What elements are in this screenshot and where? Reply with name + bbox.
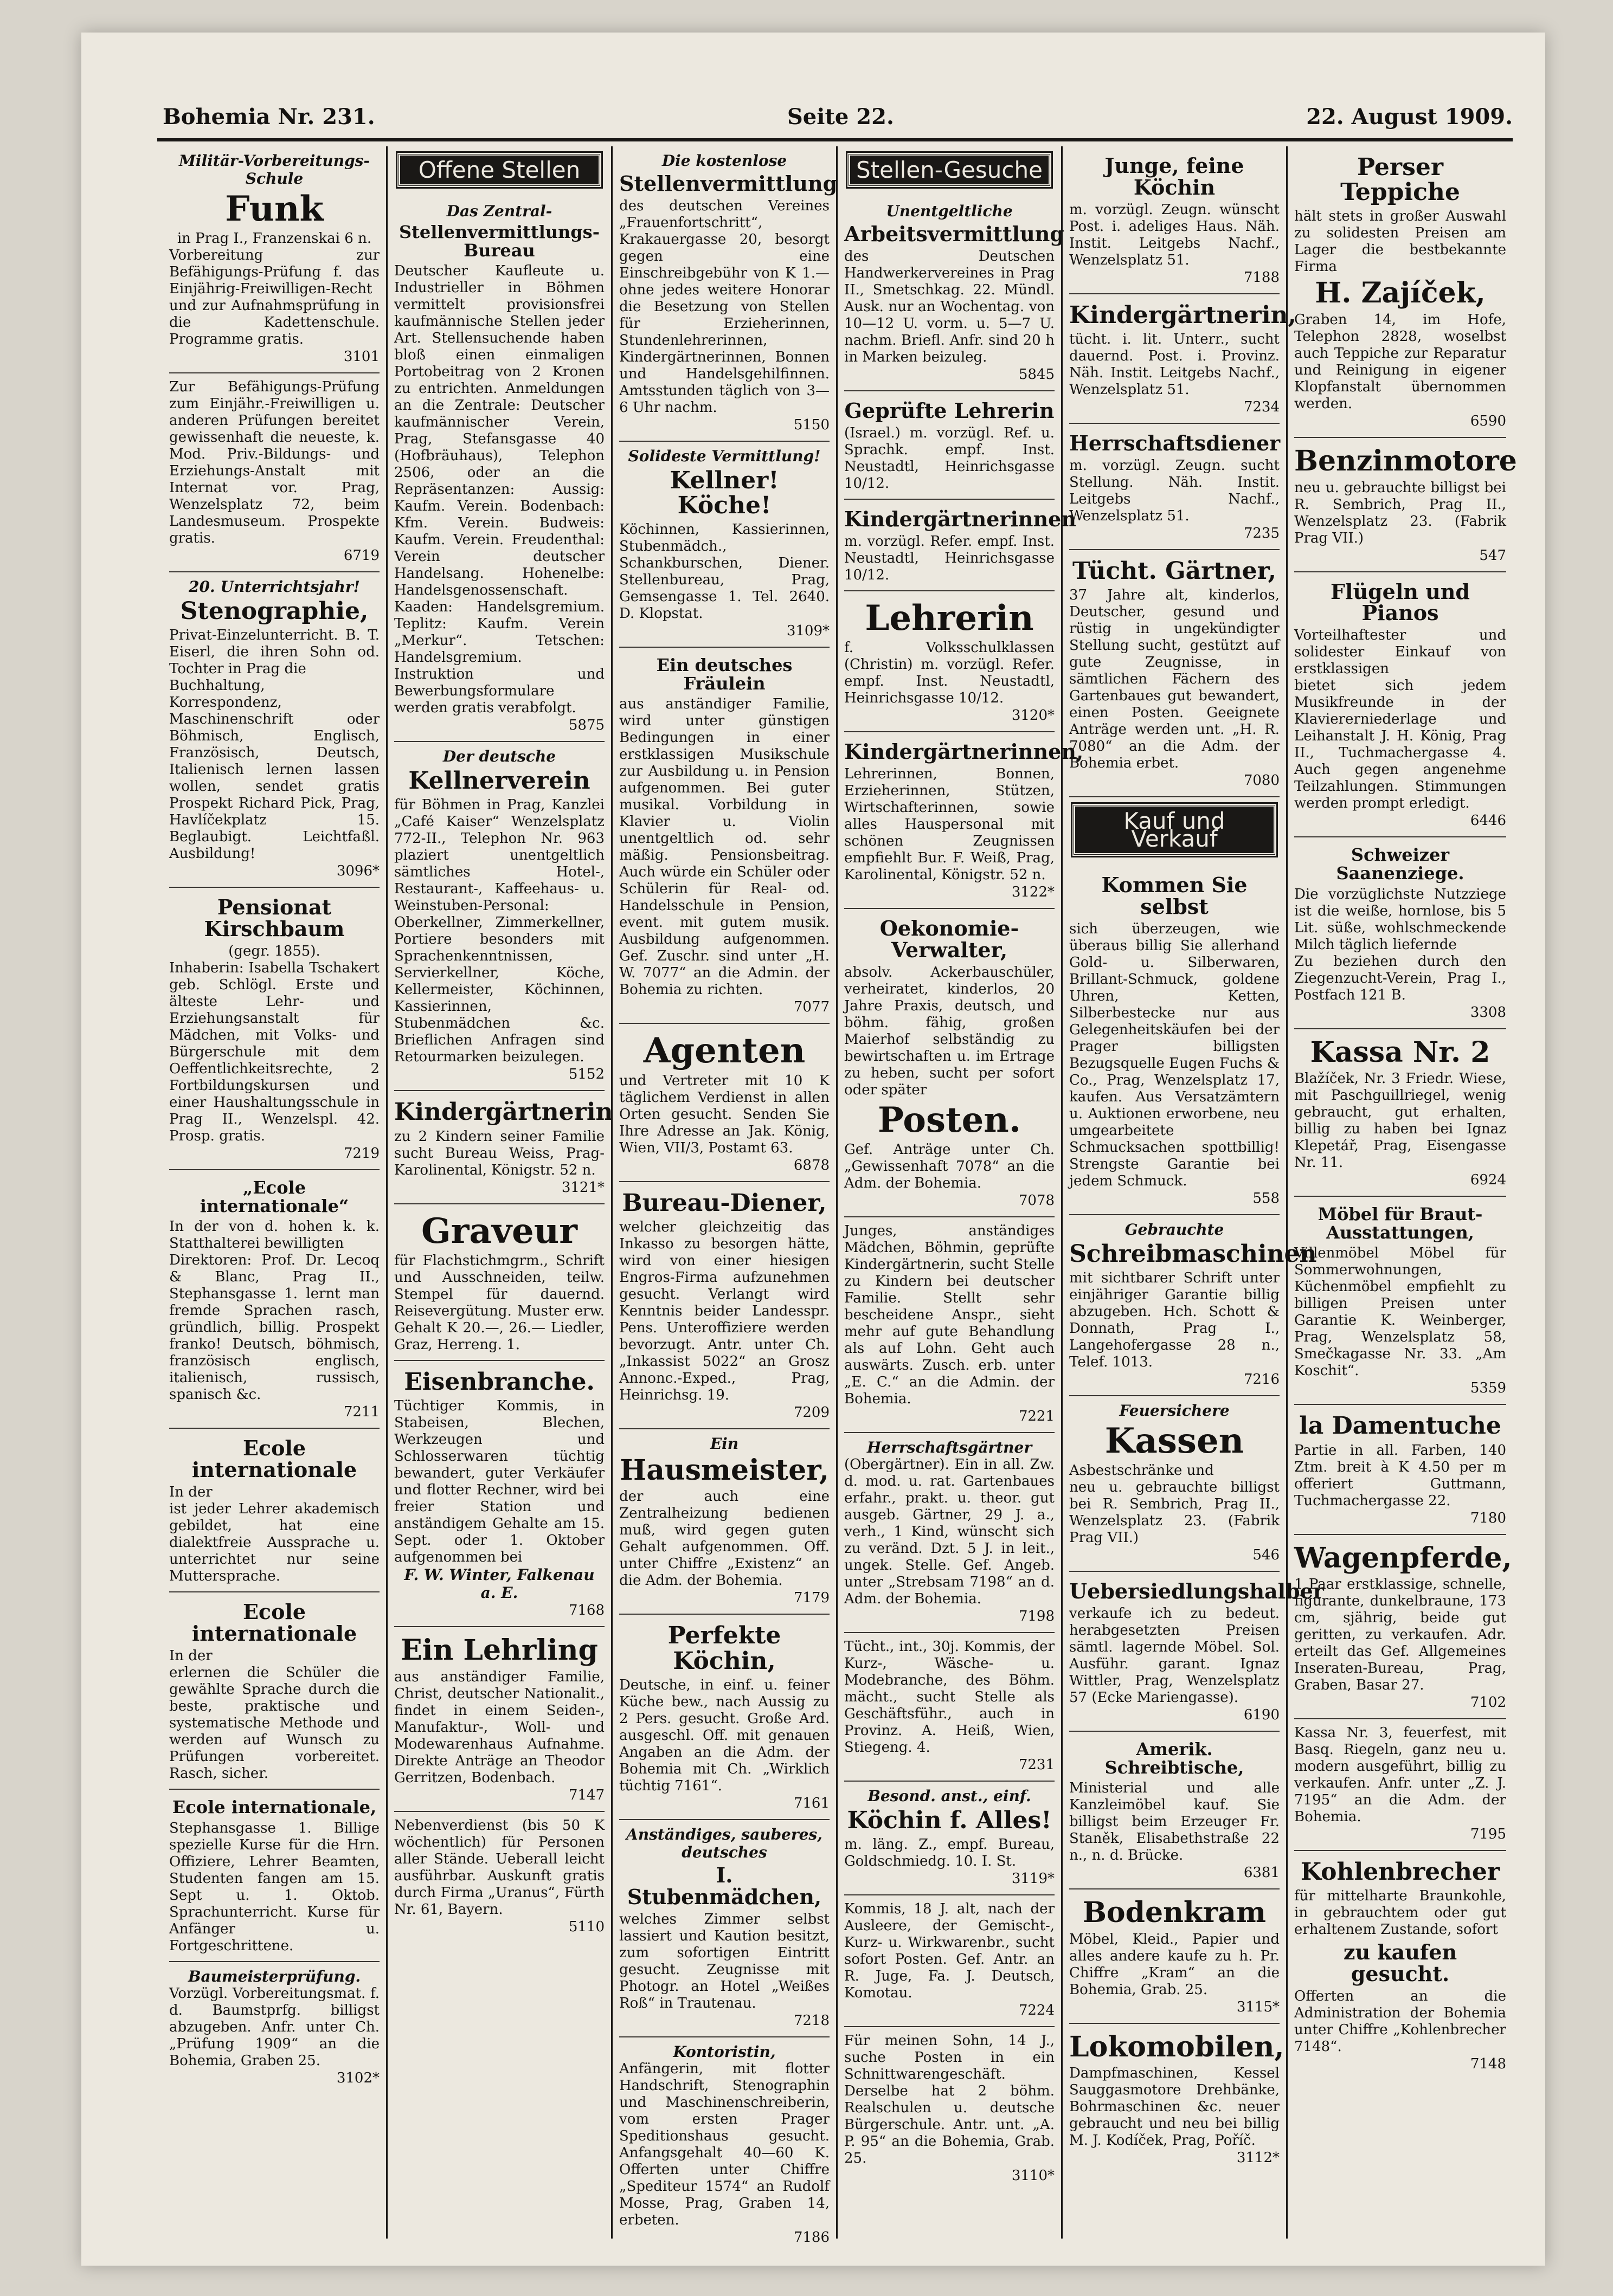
advert-reference-number: 7147 <box>568 1787 605 1803</box>
advert-reference-number: 3115* <box>1236 1998 1280 2015</box>
column-4 <box>838 146 1084 2239</box>
advert-title: Herrschaftsgärtner <box>866 1438 1032 1456</box>
advert-text: hält stets in großer Auswahl zu solidesten Preisen am Lager die bestbekannte Firma <box>1294 208 1506 275</box>
advert-text: m. läng. Z., empf. Bureau, Goldschmiedg. 10. I. St. <box>844 1836 1055 1869</box>
advert-reference-number: 6878 <box>793 1157 830 1173</box>
advert-reference-number: 6924 <box>1470 1172 1506 1189</box>
advert-headline: Ein Lehrling <box>401 1633 598 1667</box>
advert-reference-number: 3122* <box>1011 883 1055 900</box>
advert-text: Vorbereitung zur Befähigungs-Prüfung f. das Einjährig-Freiwilligen-Recht und zur Aufnahmsprüfung in die Kadettenschule. Programme gratis. <box>169 247 380 348</box>
advert-block <box>169 1170 380 1429</box>
section-heading: Kauf und Verkauf <box>1072 804 1276 856</box>
advert-headline: Kellnerverein <box>408 767 590 795</box>
advert-reference-number: 7219 <box>343 1145 380 1162</box>
advert-block <box>844 1782 1055 1895</box>
advert-text: mit sichtbarer Schrift unter einjähriger Garantie billig abzugeben. Hch. Schott & Donnath, Prag I., Langehofergasse 28 n., Telef. 1013. <box>1069 1270 1280 1371</box>
advert-reference-number: 3120* <box>1011 707 1055 724</box>
advert-reference-number: 7168 <box>568 1602 605 1618</box>
advert-text: ist jeder Lehrer akademisch gebildet, hat eine dialektfreie Aussprache u. unterrichtet nur seine Muttersprache. <box>169 1501 380 1585</box>
advert-reference-number: 7221 <box>1018 1408 1055 1424</box>
advert-block <box>619 648 830 1024</box>
advert-text: absolv. Ackerbauschüler, verheiratet, kinderlos, 20 Jahre Praxis, deutsch, und böhm. fähig, großen Maierhof selbständig zu bewirtschaften u. im Ertrage zu heben, sucht per sofort oder später <box>844 964 1055 1098</box>
advert-reference-number: 6590 <box>1470 412 1506 429</box>
advert-reference-number: 3308 <box>1470 1004 1506 1021</box>
advert-block <box>844 1633 1055 1782</box>
advert-headline: Junge, feine Köchin <box>1104 153 1244 199</box>
advert-block <box>1069 797 1280 866</box>
advert-block <box>619 1615 830 1820</box>
advert-reference-number: 5150 <box>793 416 830 433</box>
advert-headline: Benzinmotore <box>1294 444 1517 478</box>
advert-text: Asbestschränke und <box>1069 1462 1214 1479</box>
advert-block <box>169 572 380 888</box>
advert-reference-number: 546 <box>1252 1547 1280 1564</box>
advert-text: Dampfmaschinen, Kessel Sauggasmotore Drehbänke, Bohrmaschinen &c. neuer gebraucht und neu bei billig M. J. Kodíček, Prag, Poříč. <box>1069 2065 1280 2149</box>
advert-block <box>169 146 380 373</box>
advert-headline: Stellenvermittlung <box>619 171 838 196</box>
advert-headline: Uebersiedlungshalber <box>1069 1579 1324 1604</box>
advert-text: Kassa Nr. 3, feuerfest, mit Basq. Riegeln, ganz neu u. modern ausgeführt, billig zu verkaufen. Anfr. unter „Z. J. 7195“ an die Adm. der Bohemia. <box>1294 1725 1506 1826</box>
advert-reference-number: 6190 <box>1243 1707 1280 1724</box>
advert-text: tücht. i. lit. Unterr., sucht dauernd. Post. i. Provinz. Näh. Instit. Leitgebs Nachf., Wenzelsplatz 51. <box>1069 331 1280 398</box>
advert-headline: Arbeitsvermittlung <box>844 222 1064 246</box>
advert-block <box>1069 146 1280 294</box>
advert-reference-number: 7186 <box>793 2229 830 2246</box>
advert-text: sich überzeugen, wie überaus billig Sie allerhand Gold- u. Silberwaren, Brillant-Schmuck, goldene Uhren, Ketten, Silberbestecke nur aus Gelegenheitskäufen bei der Prager billigsten Bezugsquelle Eugen Fuchs & Co., Prag, Wenzelsplatz 17, kaufen. Aus Versatzämtern u. Auktionen erworbene, neu umgearbeitete Schmucksachen spottbillig! Strengste Garantie bei jedem Schmuck. <box>1069 920 1280 1189</box>
advert-block <box>619 146 838 442</box>
advert-text: aus anständiger Familie, wird unter günstigen Bedingungen in einer erstklassigen Musikschule zur Ausbildung u. in Pension aufgenommen. Bei guter musikal. Vorbildung in Klavier u. Violin unentgeltlich od. sehr mäßig. Pensionsbeitrag. Auch würde ein Schüler oder Schülerin für Real- od. Handelsschule in Pension, event. mit gutem musik. Ausbildung aufgenommen. Gef. Zuschr. sind unter „H. W. 7077“ an die Admin. der Bohemia zu richten. <box>619 696 830 998</box>
advert-title: Anständiges, sauberes, deutsches <box>626 1825 822 1861</box>
advert-block <box>1294 837 1506 1029</box>
advert-headline: Funk <box>225 189 324 229</box>
advert-reference-number: 3119* <box>1011 1870 1055 1887</box>
advert-title: Ein <box>710 1434 739 1453</box>
advert-headline: Kellner! Köche! <box>670 466 779 520</box>
advert-reference-number: 7080 <box>1243 772 1280 789</box>
issue-date: 22. August 1909. <box>1306 104 1513 130</box>
advert-reference-number: 7235 <box>1243 525 1280 541</box>
advert-title: Baumeisterprüfung. <box>188 1967 361 1985</box>
advert-block <box>844 391 1055 500</box>
advert-text: Buchhaltung, Korrespondenz, Maschinenschrift oder Böhmisch, Englisch, Französisch, Deutsch, Italienisch lernen lassen wollen, sendet gratis Prospekt Richard Pick, Prag, Havlíčekplatz 15. Beglaubigt. Leichtfaßl. Ausbildung! <box>169 678 380 862</box>
advert-block <box>169 888 380 1170</box>
advert-text: m. vorzügl. Zeugn. sucht Stellung. Näh. Instit. Leitgebs Nachf., Wenzelsplatz 51. <box>1069 457 1280 524</box>
advert-headline: Wagenpferde, <box>1294 1541 1512 1575</box>
advert-text: Ministerial und alle Kanzleimöbel kauf. Sie billigst beim Erzeuger Fr. Staněk, Elisabethstraße 22 n., n. d. Brücke. <box>1069 1780 1280 1864</box>
advert-headline: Tücht. Gärtner, <box>1072 557 1276 585</box>
advert-reference-number: 7161 <box>793 1795 830 1811</box>
advert-text: welches Zimmer selbst lassiert und Kaution besitzt, zum sofortigen Eintritt gesucht. Zeugnisse mit Photogr. an Hotel „Weißes Roß“ in Trautenau. <box>619 1911 830 2011</box>
advert-block <box>394 197 605 742</box>
advert-reference-number: 3121* <box>561 1179 605 1196</box>
advert-reference-number: 3109* <box>786 623 830 640</box>
advert-reference-number: 7224 <box>1018 2002 1055 2018</box>
advert-headline: Herrschaftsdiener <box>1069 430 1281 455</box>
advert-reference-number: 558 <box>1252 1190 1280 1207</box>
advert-reference-number: 7216 <box>1243 1371 1280 1388</box>
advert-text: f. Volksschulklassen (Christin) m. vorzügl. Refer. empf. Inst. Neustadtl, Heinrichsgasse 10/12. <box>844 639 1055 706</box>
advert-headline: Perser Teppiche <box>1340 153 1460 207</box>
advert-headline: Geprüfte Lehrerin <box>844 398 1055 423</box>
advert-block <box>394 1812 605 1943</box>
advert-block <box>1294 1851 1506 2080</box>
advert-text: In der <box>169 1647 213 1664</box>
advert-block <box>1069 1215 1317 1396</box>
advert-block <box>1069 424 1280 550</box>
advert-title: Die kostenlose <box>661 152 787 170</box>
advert-title: Feuersichere <box>1119 1402 1230 1420</box>
advert-block <box>844 591 1055 732</box>
advert-reference-number: 5875 <box>568 717 605 734</box>
advert-block <box>1294 572 1506 838</box>
advert-headline: Kohlenbrecher <box>1300 1858 1500 1886</box>
advert-headline: Eisenbranche. <box>404 1368 595 1396</box>
advert-block <box>169 373 380 572</box>
advert-text: Gef. Anträge unter Ch. „Gewissenhaft 7078“ an die Adm. der Bohemia. <box>844 1141 1055 1191</box>
advert-block <box>1069 1396 1280 1572</box>
advert-block <box>619 1182 830 1429</box>
advert-text: Zu beziehen durch den Ziegenzucht-Verein, Prag I., Postfach 121 B. <box>1294 953 1506 1003</box>
advert-headline: Bodenkram <box>1082 1896 1267 1930</box>
advert-block <box>844 500 1076 591</box>
advert-text: Möbel, Kleid., Papier und alles andere kaufe zu h. Pr. Chiffre „Kram“ an die Bohemia, Grab. 25. <box>1069 1931 1280 1998</box>
advert-headline: Ecole internationale <box>191 1600 357 1646</box>
advert-reference-number: 7077 <box>793 999 830 1016</box>
advert-columns <box>163 146 1517 2246</box>
advert-reference-number: 7234 <box>1243 398 1280 415</box>
advert-text: des Deutschen Handwerkervereines in Prag II., Smetschkag. 22. Mündl. Ausk. nur an Wochentag. von 10—12 U. vorm. u. 5—7 U. nachm. Briefl. Anfr. sind 20 h in Marken beizuleg. <box>844 248 1055 365</box>
advert-block <box>844 2027 1055 2191</box>
advert-reference-number: 7231 <box>1018 1756 1055 1773</box>
advert-text: m. vorzügl. Zeugn. wünscht Post. i. adeliges Haus. Näh. Instit. Leitgebs Nachf., Wenzelsplatz 51. <box>1069 201 1280 268</box>
advert-title: Kontoristin, <box>673 2042 776 2061</box>
advert-text: Vorzügl. Vorbereitungsmat. f. d. Baumstprfg. billigst abzugeben. Anfr. unter Ch. „Prüfung 1909“ an die Bohemia, Graben 25. <box>169 1985 380 2069</box>
advert-block <box>1294 1029 1506 1197</box>
advert-headline: Kommen Sie selbst <box>1101 873 1248 919</box>
advert-text: Blažíček, Nr. 3 Friedr. Wiese, mit Paschguillriegel, wenig gebraucht, gut erhalten, billig zu haben bei Ignaz Klepetář, Prag, Eisengasse Nr. 11. <box>1294 1070 1506 1171</box>
advert-text: des deutschen Vereines „Frauenfortschritt“, Krakauergasse 20, besorgt gegen eine Einschreibgebühr von K 1.— ohne jedes weitere Honorar die Besetzung von Stellen für Erzieherinnen, Stundenlehrerinnen, Kindergärtnerinnen, Bonnen und Handelsgehilfinnen. Amtsstunden täglich von 3—6 Uhr nachm. <box>619 197 830 416</box>
advert-reference-number: 7188 <box>1243 269 1280 286</box>
column-3 <box>613 146 838 2246</box>
advert-title: Gebrauchte <box>1124 1220 1224 1239</box>
advert-text: m. vorzügl. Refer. empf. Inst. Neustadtl, Heinrichsgasse 10/12. <box>844 533 1055 583</box>
advert-text: für mittelharte Braunkohle, in gebrauchtem oder gut erhaltenem Zustande, sofort <box>1294 1888 1506 1938</box>
page-header <box>163 98 1513 136</box>
advert-text: Nebenverdienst (bis 50 K wöchentlich) für Personen aller Stände. Ueberall leicht ausführbar. Auskunft gratis durch Firma „Uranus“, Fürth Nr. 61, Bayern. <box>394 1817 605 1918</box>
header-rule <box>157 138 1513 141</box>
advert-title: Solideste Vermittlung! <box>628 447 821 465</box>
advert-headline: Lokomobilen, <box>1069 2030 1284 2063</box>
advert-headline: Kindergärtnerin <box>394 1098 613 1126</box>
advert-text: Offerten an die Administration der Bohemia unter Chiffre „Kohlenbrecher 7148“. <box>1294 1988 1506 2055</box>
advert-block <box>394 742 605 1091</box>
advert-headline: Pensionat Kirschbaum <box>204 895 345 941</box>
advert-text: Privat-Einzelunterricht. B. T. Eiserl, die ihren Sohn od. Tochter in Prag die <box>169 627 380 678</box>
advert-reference-number: 7078 <box>1018 1192 1055 1209</box>
advert-block <box>619 1024 830 1182</box>
advert-reference-number: 6381 <box>1243 1865 1280 1881</box>
advert-headline: Stenographie, <box>180 597 369 625</box>
advert-headline: Köchin f. Alles! <box>847 1806 1052 1834</box>
advert-title: Militär-Vorbereitungs-Schule <box>178 152 370 188</box>
advert-reference-number: 5359 <box>1470 1380 1506 1397</box>
advert-reference-number: 547 <box>1479 547 1506 564</box>
advert-text: (Israel.) m. vorzügl. Ref. u. Sprachk. empf. Inst. Neustadtl, Heinrichsgasse 10/12. <box>844 424 1055 492</box>
advert-headline: Hausmeister, <box>620 1453 829 1487</box>
advert-reference-number: 7211 <box>343 1404 380 1421</box>
advert-title: Besond. anst., einf. <box>867 1787 1031 1805</box>
advert-headline: Kassa Nr. 2 <box>1310 1035 1490 1069</box>
section-heading: Offene Stellen <box>397 153 601 187</box>
advert-headline: Kindergärtnerinnen, <box>844 739 1084 764</box>
advert-headline: Ecole internationale <box>191 1436 357 1482</box>
advert-text: Tüchtiger Kommis, in Stabeisen, Blechen, Werkzeugen und Schlosserwaren tüchtig bewandert, guter Verkäufer und flotter Rechner, wird bei freier Station und anständigem Gehalte am 15. Sept. oder 1. Oktober aufgenommen bei <box>394 1397 605 1565</box>
advert-block <box>844 197 1064 391</box>
advert-text: und Vertreter mit 10 K täglichem Verdienst in allen Orten gesucht. Senden Sie Ihre Adresse an Jak. König, Wien, VII/3, Postamt 63. <box>619 1072 830 1156</box>
advert-reference-number: 5845 <box>1018 366 1055 383</box>
advert-block <box>1069 1732 1280 1889</box>
advert-text: In der von d. hohen k. k. Statthalterei bewilligten <box>169 1218 380 1252</box>
advert-text: Graben 14, im Hofe, Telephon 2828, woselbst auch Teppiche zur Reparatur und Reinigung in eigener Klopfanstalt übernommen werden. <box>1294 311 1506 412</box>
advert-block <box>844 146 1055 197</box>
advert-reference-number: 3096* <box>336 863 380 880</box>
advert-block <box>844 909 1055 1217</box>
advert-subtitle: in Prag I., Franzenskai 6 n. <box>177 230 372 247</box>
advert-text: Zur Befähigungs-Prüfung zum Einjähr.-Freiwilligen u. anderen Prüfungen bereitet gewissenhaft die neueste, k. Mod. Priv.-Bildungs- und Erziehungs-Anstalt mit Internat vor. Prag, Wenzelsplatz 72, beim Landesmuseum. Prospekte gratis. <box>169 379 380 547</box>
advert-block <box>169 1962 380 2094</box>
advert-block <box>1069 550 1280 797</box>
advert-reference-number: 3101 <box>343 349 380 365</box>
advert-title: Das Zentral- <box>446 202 552 220</box>
advert-block <box>844 732 1084 909</box>
advert-headline: Möbel für Braut-Ausstattungen, <box>1318 1204 1483 1243</box>
advert-subtitle: (gegr. 1855). <box>228 943 320 960</box>
advert-headline: Schweizer Saanenziege. <box>1336 844 1464 883</box>
advert-text: bietet sich jedem Musikfreunde in der Klaviererniederlage und Leihanstalt J. H. König, Prag II., Tuchmachergasse 4. Auch gegen angenehme Teilzahlungen. Stimmungen werden prompt erledigt. <box>1294 678 1506 812</box>
advert-block <box>1069 294 1296 424</box>
advert-text: Für meinen Sohn, 14 J., suche Posten in ein Schnittwarengeschäft. Derselbe hat 2 böhm. Realschulen u. deutsche Bürgerschule. Antr. unt. „A. P. 95“ an die Bohemia, Grab. 25. <box>844 2032 1055 2166</box>
advert-reference-number: 7102 <box>1470 1694 1506 1711</box>
advert-reference-number: 6719 <box>343 547 380 564</box>
advert-text: für Böhmen in Prag, Kanzlei „Café Kaiser“ Wenzelsplatz 772-II., Telephon Nr. 963 plaziert unentgeltlich sämtliches Hotel-, Restaurant-, Kaffeehaus- u. Weinstuben-Personal: Oberkellner, Zimmerkellner, Portiere besonders mit Sprachenkenntnissen, Servierkellner, Köche, Kellermeister, Köchinnen, Kassierinnen, Stubenmädchen &c. Brieflichen Anfragen sind Retourmarken beizulegen. <box>394 797 605 1066</box>
advert-headline: Schreibmaschinen <box>1069 1240 1317 1268</box>
advert-text: Deutsche, in einf. u. feiner Küche bew., nach Aussig zu 2 Pers. gesucht. Große Ard. ausgeschl. Off. mit genauen Angaben an die Adm. der Bohemia mit Ch. „Wirklich tüchtig 7161“. <box>619 1676 830 1794</box>
advert-block <box>394 1627 605 1812</box>
advert-block <box>1294 438 1517 572</box>
advert-reference-number: 7218 <box>793 2012 830 2029</box>
advert-reference-number: 7209 <box>793 1404 830 1421</box>
advert-headline: Graveur <box>421 1210 577 1252</box>
advert-text: Die vorzüglichste Nutzziege ist die weiße, hornlose, bis 5 Lit. süße, wohlschmeckende Milch täglich liefernde <box>1294 886 1506 953</box>
advert-block <box>844 1217 1055 1433</box>
advert-block <box>394 1361 605 1627</box>
advert-text: welcher gleichzeitig das Inkasso zu besorgen hätte, wird von einer hiesigen Engros-Firma aufzunehmen gesucht. Verlangt wird Kenntnis beider Landesspr. Pens. Unteroffiziere werden bevorzugt. Antr. unter Ch. „Inkassist 5022“ an Grosz Annonc.-Exped., Prag, Heinrichsg. 19. <box>619 1218 830 1403</box>
advert-title: Unentgeltliche <box>886 202 1013 220</box>
advert-text: für Flachstichmgrm., Schrift und Ausschneiden, teilw. Stempel für dauernd. Reisevergütung. Muster erw. Gehalt K 20.—, 26.— Liedler, Graz, Herreng. 1. <box>394 1252 605 1353</box>
advert-headline: Lehrerin <box>865 597 1034 639</box>
advert-headline: Ecole internationale, <box>172 1796 377 1817</box>
column-2 <box>388 146 613 2239</box>
advert-text: Stephansgasse 1. Billige spezielle Kurse für die Hrn. Offiziere, Lehrer Beamten, Studenten fangen am 15. Sept u. 1. Oktob. Sprachunterricht. Kurse für Anfänger u. Fortgeschrittene. <box>169 1820 380 1954</box>
advert-reference-number: 6446 <box>1470 812 1506 829</box>
advert-headline: Bureau-Diener, <box>622 1189 827 1217</box>
advert-reference-number: 7198 <box>1018 1608 1055 1624</box>
advert-signature: F. W. Winter, Falkenau a. E. <box>404 1565 595 1602</box>
advert-block <box>1069 1572 1324 1732</box>
column-6 <box>1288 146 1517 2239</box>
advert-headline: la Damentuche <box>1299 1412 1501 1440</box>
advert-headline: Perfekte Köchin, <box>667 1622 781 1675</box>
advert-headline: H. Zajíček, <box>1315 276 1486 310</box>
advert-headline: Oekonomie-Verwalter, <box>879 915 1019 962</box>
advert-text: Deutscher Kaufleute u. Industrieller in Böhmen vermittelt provisionsfrei kaufmännische Stellen jeder Art. Stellensuchende haben bloß einen einmaligen Portobeitrag von 2 Kronen zu entrichten. Anmeldungen an die Zentrale: Deutscher kaufmännischer Verein, Prag, Stefansgasse 40 (Hofbräuhaus), Telephon 2506, oder an die Repräsentanzen: Aussig: Kaufm. Verein. Bodenbach: Kfm. Verein. Budweis: Kaufm. Verein. Freudenthal: Verein deutscher Handelsang. Hohenelbe: Handelsgenossenschaft. Kaaden: Handelsgremium. Teplitz: Kaufm. Verein „Merkur“. Tetschen: Handelsgremium. Instruktion und Bewerbungsformulare werden gratis verabfolgt. <box>394 263 605 717</box>
advert-block <box>1294 1719 1506 1851</box>
advert-block <box>394 1091 613 1204</box>
advert-headline: Posten. <box>877 1099 1021 1140</box>
advert-headline: Stellenvermittlungs-Bureau <box>399 222 600 261</box>
section-heading: Stellen-Gesuche <box>847 153 1051 187</box>
advert-text: 1 Paar erstklassige, schnelle, figurante, dunkelbraune, 173 cm, sjährig, beide gut geritten, zu verkaufen. Adr. erteilt das Gef. Allgemeines Inseraten-Bureau, Prag, Graben, Basar 27. <box>1294 1576 1506 1694</box>
advert-text: Kommis, 18 J. alt, nach der Ausleere, der Gemischt-, Kurz- u. Wirkwarenbr., sucht sofort Posten. Gef. Antr. an R. Juge, Fa. J. Deutsch, Komotau. <box>844 1900 1055 2001</box>
advert-block <box>169 1790 380 1962</box>
advert-headline: Agenten <box>643 1030 806 1072</box>
column-5 <box>1063 146 1324 2239</box>
advert-block <box>1294 1197 1506 1405</box>
page-number: Seite 22. <box>787 104 894 130</box>
advert-reference-number: 7148 <box>1470 2056 1506 2073</box>
advert-title: 20. Unterrichtsjahr! <box>189 578 360 596</box>
advert-text: neu u. gebrauchte billigst bei R. Sembrich, Prag II., Wenzelsplatz 23. (Fabrik Prag VII.) <box>1069 1479 1280 1546</box>
advert-reference-number: 5152 <box>568 1066 605 1083</box>
advert-text: Junges, anständiges Mädchen, Böhmin, geprüfte Kindergärtnerin, sucht Stelle zu Kindern bei deutscher Familie. Stellt sehr bescheidene Anspr., sieht mehr auf gute Behandlung als auf Lohn. Geht auch auswärts. Zusch. erb. unter „E. C.“ an die Admin. der Bohemia. <box>844 1222 1055 1407</box>
advert-block <box>169 1592 380 1790</box>
advert-text: erlernen die Schüler die gewählte Sprache durch die beste, praktische und systematische Methode und werden auf Wunsch zu Prüfungen vorbereitet. Rasch, sicher. <box>169 1664 380 1782</box>
advert-text: Anfängerin, mit flotter Handschrift, Stenographin und Maschinenschreiberin, vom ersten Prager Speditionshaus gesucht. Anfangsgehalt 40—60 K. Offerten unter Chiffre „Spediteur 1574“ an Rudolf Mosse, Prag, Graben 14, erbeten. <box>619 2060 830 2228</box>
advert-block <box>1294 146 1506 438</box>
advert-headline: I. Stubenmädchen, <box>627 1862 822 1909</box>
advert-block <box>844 1895 1055 2027</box>
advert-headline: „Ecole internationale“ <box>200 1177 349 1216</box>
advert-block <box>619 442 830 648</box>
advert-block <box>844 1433 1055 1633</box>
advert-headline: zu kaufen gesucht. <box>1343 1940 1457 1987</box>
advert-text: (Obergärtner). Ein in all. Zw. d. mod. u. rat. Gartenbaues erfahr., prakt. u. theor. gut ausgeb. Gärtner, 29 J. a., verh., 1 Kind, wünscht sich zu veränd. Dzt. 5 J. in leit., ungek. Stelle. Gef. Angeb. unter „Strebsam 7198“ an d. Adm. der Bohemia. <box>844 1456 1055 1607</box>
advert-text: In der <box>169 1484 213 1501</box>
advert-block <box>1069 2024 1284 2174</box>
advert-reference-number: 7180 <box>1470 1510 1506 1526</box>
advert-reference-number: 7179 <box>793 1590 830 1607</box>
advert-block <box>169 1429 380 1592</box>
advert-block <box>619 1429 830 1615</box>
advert-block <box>1294 1405 1506 1534</box>
advert-reference-number: 3112* <box>1236 2150 1280 2166</box>
advert-text: aus anständiger Familie, Christ, deutscher Nationalit., findet in einem Seiden-, Manufaktur-, Woll- und Modewarenhaus Aufnahme. Direkte Anträge an Theodor Gerritzen, Bodenbach. <box>394 1668 605 1786</box>
advert-block <box>1069 1889 1280 2024</box>
issue-number: Bohemia Nr. 231. <box>163 104 375 130</box>
advert-block <box>394 146 605 197</box>
advert-text: Inhaberin: Isabella Tschakert geb. Schlögl. Erste und älteste Lehr- und Erziehungsanstalt für Mädchen, mit Volks- und Bürgerschule mit dem Oeffentlichkeitsrechte, 2 Fortbildungskursen und einer Haushaltungsschule in Prag II., Wenzelspl. 42. Prosp. gratis. <box>169 960 380 1145</box>
advert-reference-number: 3110* <box>1011 2167 1055 2184</box>
advert-text: Tücht., int., 30j. Kommis, der Kurz-, Wäsche- u. Modebranche, des Böhm. mächt., sucht Stelle als Geschäftsführ., auch in Provinz. A. Heiß, Wien, Stiegeng. 4. <box>844 1638 1055 1756</box>
advert-text: Villenmöbel Möbel für Sommerwohnungen, Küchenmöbel empfiehlt zu billigen Preisen unter Garantie K. Weinberger, Prag, Wenzelsplatz 58, Smečkagasse Nr. 33. „Am Koschit“. <box>1294 1245 1506 1379</box>
advert-headline: Kassen <box>1104 1421 1244 1462</box>
advert-text: zu 2 Kindern seiner Familie sucht Bureau Weiss, Prag-Karolinental, Königstr. 52 n. <box>394 1128 605 1178</box>
advert-block <box>1069 866 1280 1215</box>
advert-headline: Ein deutsches Fräulein <box>656 655 793 694</box>
advert-text: Partie in all. Farben, 140 Ztm. breit à K 4.50 per m offeriert Guttmann, Tuchmachergasse 22. <box>1294 1442 1506 1509</box>
advert-block <box>1294 1535 1512 1720</box>
advert-reference-number: 5110 <box>568 1918 605 1935</box>
advert-block <box>619 2037 830 2253</box>
advert-title: Der deutsche <box>442 747 556 766</box>
advert-text: verkaufe ich zu bedeut. herabgesetzten Preisen sämtl. lagernde Möbel. Sol. Ausführ. garant. Ignaz Wittler, Prag, Wenzelsplatz 57 (Ecke Mariengasse). <box>1069 1605 1280 1706</box>
advert-text: Lehrerinnen, Bonnen, Erzieherinnen, Stützen, Wirtschafterinnen, sowie alles Hauspersonal mit schönen Zeugnissen empfiehlt Bur. F. Weiß, Prag, Karolinental, Königstr. 52 n. <box>844 765 1055 883</box>
advert-headline: Kindergärtnerin, <box>1069 301 1296 329</box>
advert-text: der auch eine Zentralheizung bedienen muß, wird gegen guten Gehalt aufgenommen. Off. unter Chiffre „Existenz“ an die Adm. der Bohemia. <box>619 1488 830 1589</box>
column-1 <box>163 146 388 2239</box>
advert-headline: Flügeln und Pianos <box>1331 579 1470 625</box>
advert-text: Vorteilhaftester und solidester Einkauf von erstklassigen <box>1294 627 1506 678</box>
advert-reference-number: 3102* <box>336 2069 380 2086</box>
advert-text: neu u. gebrauchte billigst bei R. Sembrich, Prag II., Wenzelsplatz 23. (Fabrik Prag VII.) <box>1294 479 1506 546</box>
advert-text: 37 Jahre alt, kinderlos, Deutscher, gesund und rüstig in ungekündigter Stellung sucht, gestützt auf gute Zeugnisse, in sämtlichen Fächern des Gartenbaues gut bewandert, einen Posten. Geeignete Anträge werden unt. „H. R. 7080“ an die Adm. der Bohemia erbet. <box>1069 587 1280 772</box>
advert-headline: Amerik. Schreibtische, <box>1104 1739 1244 1778</box>
advert-text: Direktoren: Prof. Dr. Lecoq & Blanc, Prag II., Stephansgasse 1. lernt man fremde Sprachen rasch, gründlich, billig. Prospekt franko! Deutsch, böhmisch, französisch englisch, italienisch, russisch, spanisch &c. <box>169 1252 380 1403</box>
advert-text: Köchinnen, Kassierinnen, Stubenmädch., Schankburschen, Diener. Stellenbureau, Prag, Gemsengasse 1. Tel. 2640. D. Klopstat. <box>619 521 830 622</box>
advert-block <box>619 1820 830 2037</box>
advert-headline: Kindergärtnerinnen <box>844 506 1076 531</box>
advert-block <box>394 1204 605 1361</box>
advert-reference-number: 7195 <box>1470 1826 1506 1843</box>
